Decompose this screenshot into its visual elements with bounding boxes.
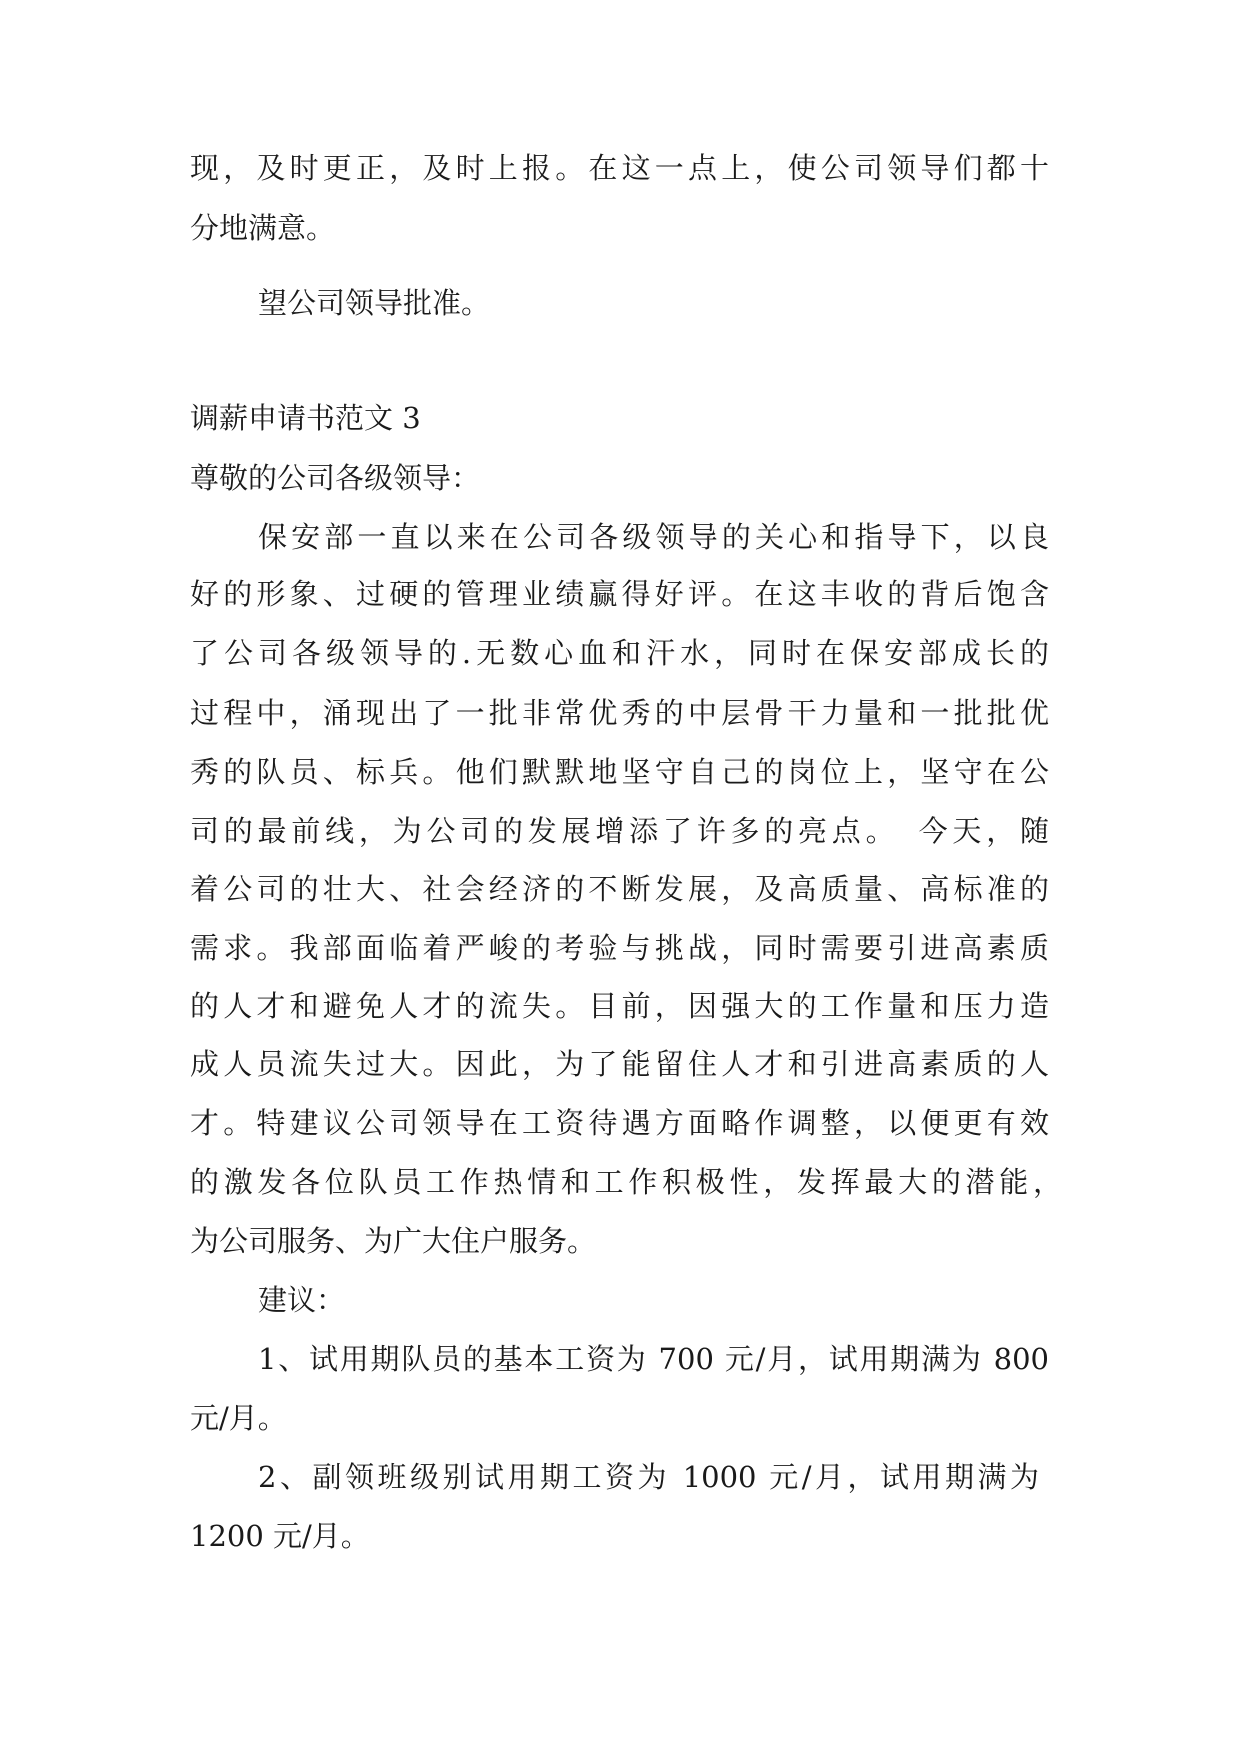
- suggestion-item-line: 1200 元/月。: [190, 1519, 370, 1553]
- suggestion-item-line: 元/月。: [190, 1401, 287, 1435]
- body-line: 好的形象、过硬的管理业绩赢得好评。在这丰收的背后饱含: [190, 577, 1049, 611]
- paragraph-line: 现，及时更正，及时上报。在这一点上，使公司领导们都十: [190, 151, 1049, 185]
- salutation: 尊敬的公司各级领导：: [190, 461, 481, 495]
- body-line: 需求。我部面临着严峻的考验与挑战，同时需要引进高素质: [190, 931, 1049, 965]
- paragraph-line: 分地满意。: [190, 211, 336, 245]
- body-line: 过程中，涌现出了一批非常优秀的中层骨干力量和一批批优: [190, 696, 1049, 730]
- suggestion-item-line: 1、试用期队员的基本工资为 700 元/月，试用期满为 800: [258, 1342, 1049, 1376]
- body-line: 的激发各位队员工作热情和工作积极性，发挥最大的潜能，: [190, 1165, 1062, 1199]
- suggestion-heading: 建议：: [258, 1283, 346, 1317]
- body-line: 为公司服务、为广大住户服务。: [190, 1224, 597, 1258]
- body-line: 的人才和避免人才的流失。目前，因强大的工作量和压力造: [190, 989, 1049, 1023]
- body-line: 保安部一直以来在公司各级领导的关心和指导下，以良: [258, 520, 1049, 554]
- body-line: 秀的队员、标兵。他们默默地坚守自己的岗位上，坚守在公: [190, 755, 1049, 789]
- body-line: 了公司各级领导的.无数心血和汗水，同时在保安部成长的: [190, 636, 1049, 670]
- body-line: 成人员流失过大。因此，为了能留住人才和引进高素质的人: [190, 1047, 1049, 1081]
- body-line: 才。特建议公司领导在工资待遇方面略作调整，以便更有效: [190, 1106, 1049, 1140]
- body-line: 着公司的壮大、社会经济的不断发展，及高质量、高标准的: [190, 872, 1049, 906]
- body-line: 司的最前线，为公司的发展增添了许多的亮点。 今天，随: [190, 814, 1049, 848]
- closing-line: 望公司领导批准。: [258, 286, 491, 320]
- suggestion-item-line: 2、副领班级别试用期工资为 1000 元/月，试用期满为: [258, 1460, 1039, 1494]
- section-title: 调薪申请书范文 3: [190, 401, 421, 435]
